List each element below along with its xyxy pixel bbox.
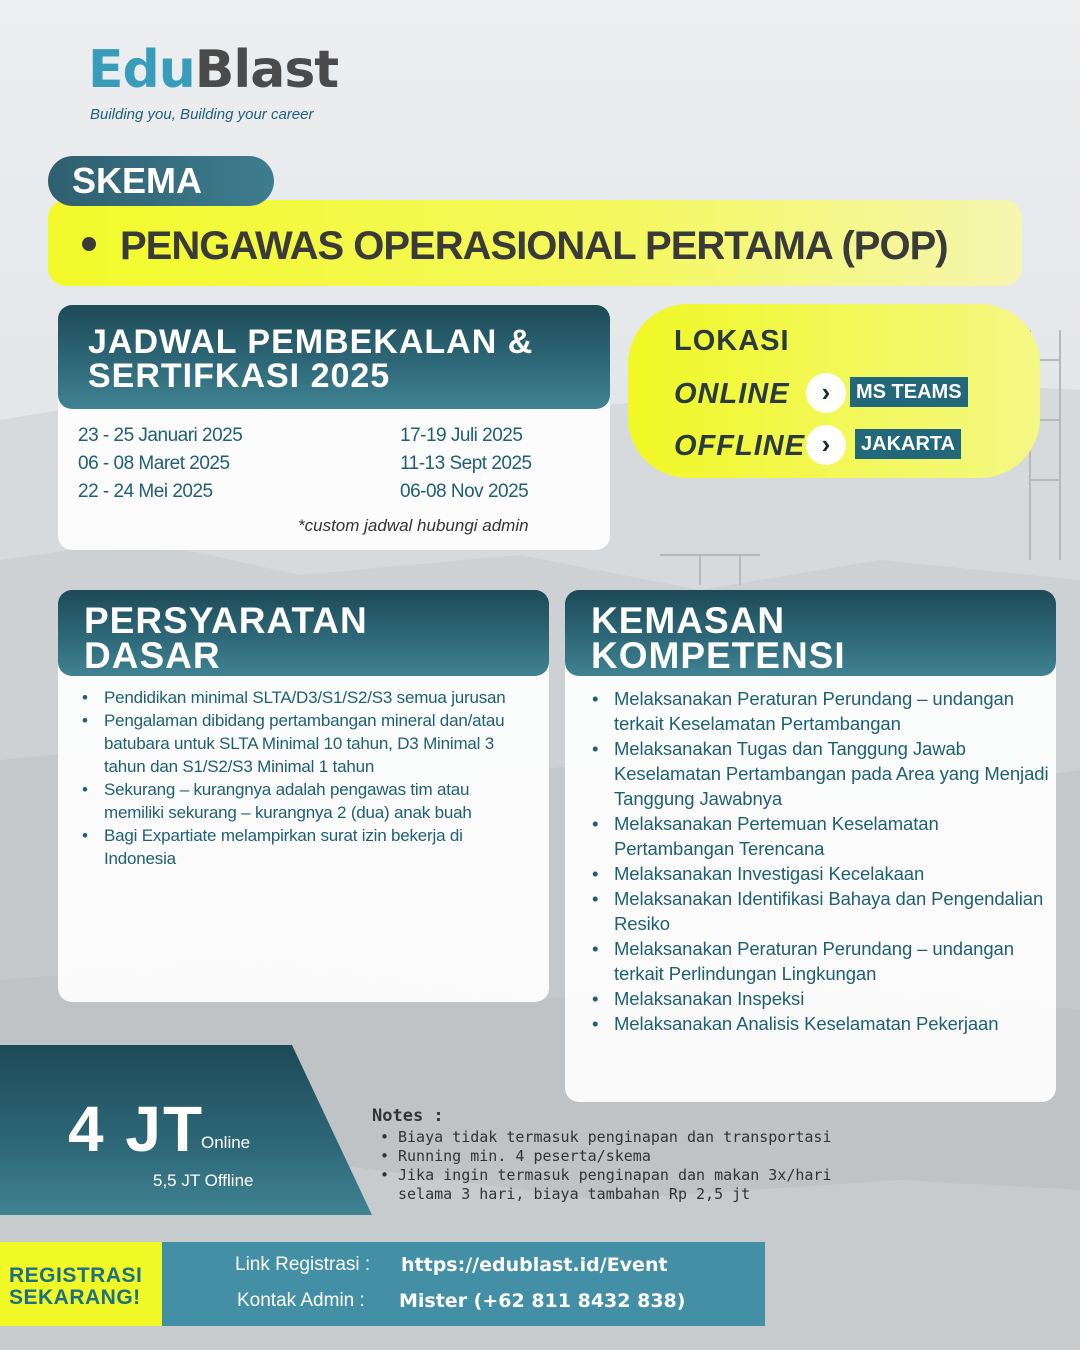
register-cta-line2: SEKARANG! — [9, 1286, 141, 1309]
list-item: • Pendidikan minimal SLTA/D3/S1/S2/S3 semua jurusan — [80, 686, 530, 709]
notes-title: Notes : — [372, 1106, 444, 1126]
requirements-list — [80, 686, 530, 870]
contact-admin-value[interactable]: Mister (+62 811 8432 838) — [399, 1290, 686, 1312]
price-online-label: Online — [201, 1133, 251, 1152]
chevron-right-icon: › — [806, 425, 846, 465]
register-cta-text[interactable] — [9, 1265, 142, 1309]
list-item: • Melaksanakan Identifikasi Bahaya dan Pengendalian Resiko — [590, 886, 1050, 936]
list-item: • Bagi Expartiate melampirkan surat izin bekerja di Indonesia — [80, 824, 530, 870]
competency-title-line2: KOMPETENSI — [591, 635, 846, 676]
location-online-label: ONLINE — [674, 378, 790, 410]
logo-blast-text: Blast — [194, 40, 339, 100]
bullet-icon — [82, 237, 96, 251]
schedule-date: 23 - 25 Januari 2025 — [78, 425, 243, 446]
location-offline-label: OFFLINE — [674, 430, 806, 462]
list-item: • Pengalaman dibidang pertambangan mineral dan/atau batubara untuk SLTA Minimal 10 tahun, D3 Minimal 3 tahun dan S1/S2/S3 Minimal 1 tahun — [80, 709, 530, 778]
chevron-right-icon: › — [806, 373, 846, 413]
registration-link[interactable]: https://edublast.id/Event — [401, 1254, 668, 1276]
list-item: • Biaya tidak termasuk penginapan dan transportasi — [380, 1128, 860, 1147]
price-offline: 5,5 JT Offline — [153, 1171, 254, 1190]
schedule-date: 11-13 Sept 2025 — [400, 453, 532, 474]
contact-admin-label: Kontak Admin : — [237, 1290, 365, 1311]
logo-tagline: Building you, Building your career — [90, 106, 314, 123]
requirements-header — [58, 590, 549, 676]
schedule-date: 22 - 24 Mei 2025 — [78, 481, 213, 502]
logo-edu-text: Edu — [88, 40, 195, 100]
scheme-title — [82, 224, 948, 269]
competency-title-line1: KEMASAN — [591, 600, 786, 641]
list-item: • Sekurang – kurangnya adalah pengawas tim atau memiliki sekurang – kurangnya 2 (dua) anak buah — [80, 778, 530, 824]
requirements-title-line2: DASAR — [84, 635, 221, 676]
list-item: • Melaksanakan Investigasi Kecelakaan — [590, 861, 1050, 886]
scheme-name: PENGAWAS OPERASIONAL PERTAMA (POP) — [120, 224, 948, 268]
schedule-title-line2: SERTIFKASI 2025 — [88, 357, 391, 395]
list-item: • Melaksanakan Peraturan Perundang – undangan terkait Perlindungan Lingkungan — [590, 936, 1050, 986]
register-cta-line1: REGISTRASI — [9, 1264, 143, 1287]
registration-link-label: Link Registrasi : — [235, 1254, 371, 1275]
skema-tab: SKEMA — [48, 156, 274, 206]
list-item: • Jika ingin termasuk penginapan dan makan 3x/hari selama 3 hari, biaya tambahan Rp 2,5 jt — [380, 1166, 860, 1204]
schedule-date: 17-19 Juli 2025 — [400, 425, 523, 446]
requirements-title-line1: PERSYARATAN — [84, 600, 368, 641]
list-item: • Melaksanakan Tugas dan Tanggung Jawab Keselamatan Pertambangan pada Area yang Menjadi Tanggung Jawabnya — [590, 736, 1050, 811]
price-online-amount: 4 JT — [68, 1093, 205, 1165]
notes-list — [380, 1128, 860, 1204]
location-title: LOKASI — [674, 325, 790, 357]
schedule-custom-note: *custom jadwal hubungi admin — [298, 516, 529, 535]
edublast-logo — [88, 40, 388, 130]
list-item: • Running min. 4 peserta/skema — [380, 1147, 860, 1166]
location-online-value: MS TEAMS — [850, 377, 968, 407]
schedule-date: 06 - 08 Maret 2025 — [78, 453, 230, 474]
logo-wordmark — [88, 40, 338, 100]
location-offline-value: JAKARTA — [855, 429, 961, 459]
schedule-date: 06-08 Nov 2025 — [400, 481, 529, 502]
list-item: • Melaksanakan Analisis Keselamatan Pekerjaan — [590, 1011, 1050, 1036]
competency-list — [590, 686, 1050, 1036]
schedule-title-line1: JADWAL PEMBEKALAN & — [88, 323, 534, 361]
list-item: • Melaksanakan Inspeksi — [590, 986, 1050, 1011]
list-item: • Melaksanakan Pertemuan Keselamatan Pertambangan Terencana — [590, 811, 1050, 861]
list-item: • Melaksanakan Peraturan Perundang – undangan terkait Keselamatan Pertambangan — [590, 686, 1050, 736]
schedule-header — [58, 305, 610, 409]
competency-header — [565, 590, 1056, 676]
